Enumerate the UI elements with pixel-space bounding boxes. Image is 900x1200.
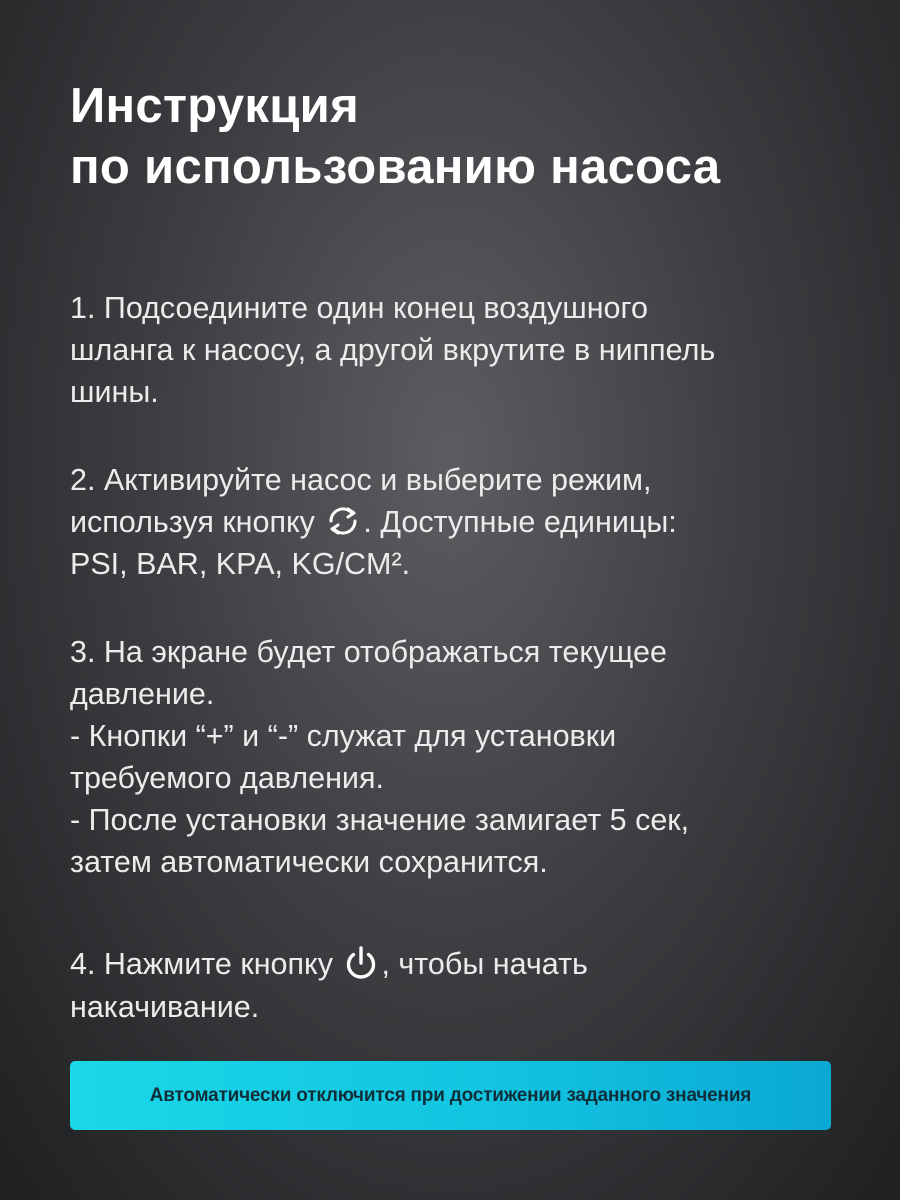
step-1-line: шины. xyxy=(70,375,159,409)
step-1-line: шланга к насосу, а другой вкрутите в ниппель xyxy=(70,333,716,367)
step-2-line-with-icon xyxy=(70,501,850,543)
step-1-line: 1. Подсоедините один конец воздушного xyxy=(70,291,648,325)
auto-shutoff-banner xyxy=(70,1061,831,1130)
step-3-line: 3. На экране будет отображаться текущее xyxy=(70,635,667,669)
step-4-text-after-icon: , чтобы начать xyxy=(381,947,588,981)
step-3-line: - Кнопки “+” и “-” служат для установки xyxy=(70,719,617,753)
instruction-step-4 xyxy=(70,943,850,1028)
instruction-step-1 xyxy=(70,287,850,413)
page-title xyxy=(70,76,720,198)
title-line-1: Инструкция xyxy=(70,79,359,133)
step-2-line: 2. Активируйте насос и выберите режим, xyxy=(70,463,652,497)
step-4-line-with-icon xyxy=(70,943,850,986)
step-2-line: PSI, BAR, KPA, KG/CM². xyxy=(70,547,411,581)
step-2-text-before-icon: используя кнопку xyxy=(70,505,324,539)
step-3-line: затем автоматически сохранится. xyxy=(70,845,548,879)
step-3-line: требуемого давления. xyxy=(70,761,384,795)
title-line-2: по использованию насоса xyxy=(70,140,721,194)
power-icon xyxy=(341,943,381,983)
step-3-line: давление. xyxy=(70,677,215,711)
step-4-text-before-icon: 4. Нажмите кнопку xyxy=(70,947,342,981)
instruction-step-2 xyxy=(70,459,850,585)
instruction-step-3 xyxy=(70,631,850,883)
step-2-text-after-icon: . Доступные единицы: xyxy=(363,505,677,539)
step-3-line: - После установки значение замигает 5 сек, xyxy=(70,803,690,837)
banner-text: Автоматически отключится при достижении заданного значения xyxy=(149,1084,752,1106)
step-4-line: накачивание. xyxy=(70,989,260,1024)
refresh-icon xyxy=(323,503,363,539)
